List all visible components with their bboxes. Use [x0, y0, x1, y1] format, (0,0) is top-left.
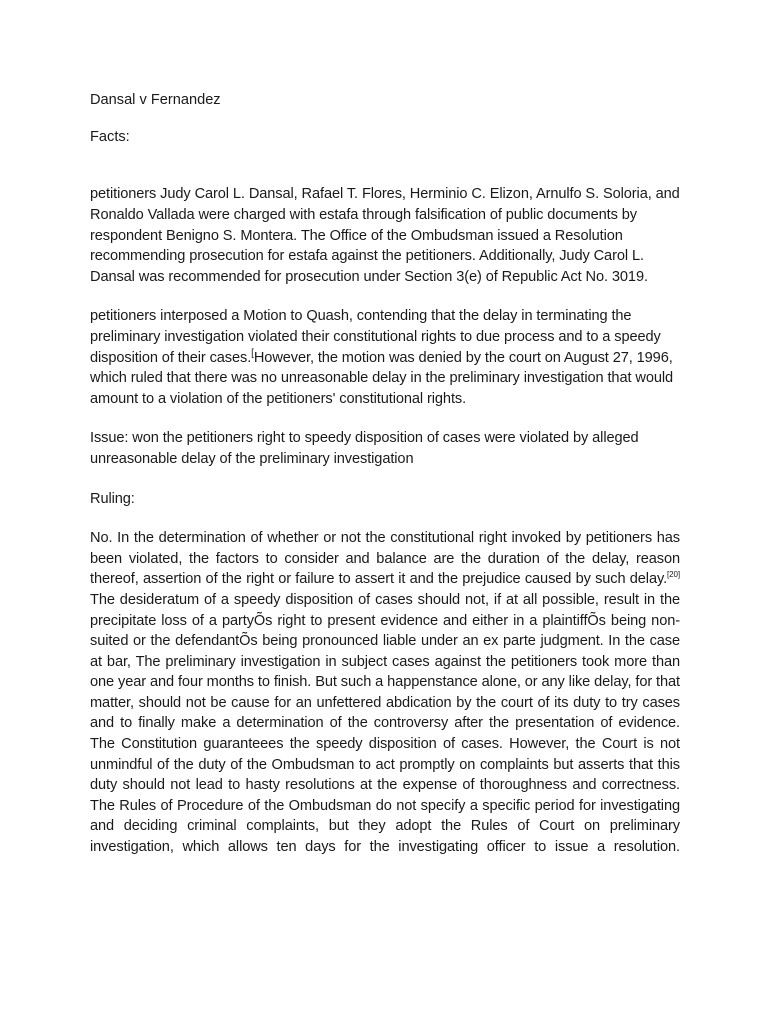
- ruling-heading: Ruling:: [90, 490, 135, 507]
- ruling-text-b: The desideratum of a speedy disposition of cases should not, if at all possible, result in the precipitate loss of a partyÕs right to present evidence and either in a plaintiffÕs being non-suited or the defendantÕs being pronounced liable under an ex parte judgment. In the case at bar, The preliminary investigation in subject cases against the petitioners took more than one year and four months to finish. But such a happenstance alone, or any like delay, for that matter, should not be cause for an unfettered abdication by the court of its duty to try cases and to finally make a determination of the controversy after the presentation of evidence. The Constitution guaranteees the speedy disposition of cases. However, the Court is not unmindful of the duty of the Ombudsman to act promptly on complaints but asserts that this duty should not lead to hasty resolutions at the expense of thoroughness and correctness. The Rules of Procedure of the Ombudsman do not specify a specific period for investigating and deciding criminal complaints, but they adopt the Rules of Court on preliminary investigation, which allows ten days for the investigating officer to issue a resolution.: [90, 591, 680, 856]
- document-page: [90, 90, 680, 877]
- facts-paragraph-2: [90, 306, 680, 409]
- facts-paragraph-1: petitioners Judy Carol L. Dansal, Rafael T. Flores, Herminio C. Elizon, Arnulfo S. Soloria, and Ronaldo Vallada were charged with estafa through falsification of public documents by respondent Benigno S. Montera. The Office of the Ombudsman issued a Resolution recommending prosecution for estafa against the petitioners. Additionally, Judy Carol L. Dansal was recommended for prosecution under Section 3(e) of Republic Act No. 3019.: [90, 186, 680, 285]
- issue-paragraph: Issue: won the petitioners right to speedy disposition of cases were violated by alleged unreasonable delay of the preliminary investigation: [90, 430, 639, 467]
- footnote-bracket: [: [251, 347, 254, 359]
- ruling-text-a: No. In the determination of whether or not the constitutional right invoked by petitioners has been violated, the factors to consider and balance are the duration of the delay, reason thereof, assertion of the right or failure to assert it and the prejudice caused by such delay.: [90, 530, 680, 588]
- footnote-reference: [20]: [667, 570, 680, 580]
- facts-paragraph-2-text-b: However, the motion was denied by the court on August 27, 1996, which ruled that there was no unreasonable delay in the preliminary investigation that would amount to a violation of the petitioners' constitutional rights.: [90, 349, 674, 407]
- facts-heading: Facts:: [90, 129, 130, 146]
- ruling-paragraph: [90, 528, 680, 858]
- facts-paragraph-2-text-a: petitioners interposed a Motion to Quash, contending that the delay in terminating the preliminary investigation violated their constitutional rights to due process and to a speedy disposition of their cases.: [90, 308, 661, 366]
- document-title: Dansal v Fernandez: [90, 92, 221, 108]
